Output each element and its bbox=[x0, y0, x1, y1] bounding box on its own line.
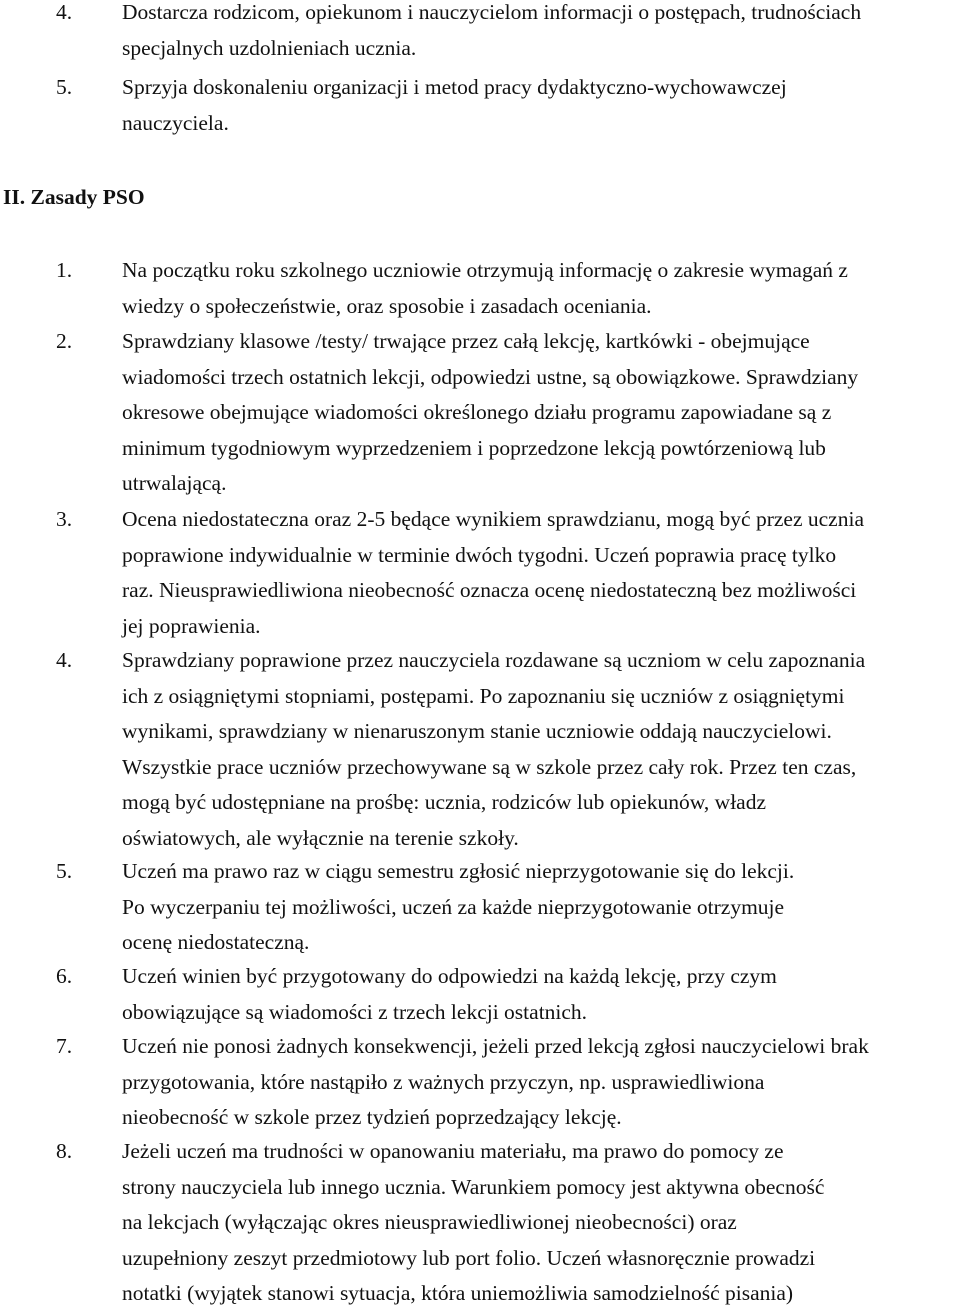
list-item-text: Uczeń nie ponosi żadnych konsekwencji, jeżeli przed lekcją zgłosi nauczycielowi brak przygotowania, które nastąpiło z ważnych przyczyn, np. usprawiedliwiona nieobecność w szkole przez tydzień poprzedzający lekcję. bbox=[122, 1034, 869, 1129]
list-item-number: 5. bbox=[56, 75, 73, 99]
list-item-text: Dostarcza rodzicom, opiekunom i nauczycielom informacji o postępach, trudnościach specjalnych uzdolnieniach ucznia. bbox=[122, 0, 862, 60]
list-item-number: 3. bbox=[56, 507, 73, 531]
list-item-number: 5. bbox=[56, 859, 73, 883]
list-item-text: Uczeń winien być przygotowany do odpowiedzi na każdą lekcję, przy czym obowiązujące są wiadomości z trzech lekcji ostatnich. bbox=[122, 964, 777, 1024]
list-item-text: Na początku roku szkolnego uczniowie otrzymują informację o zakresie wymagań z wiedzy o społeczeństwie, oraz sposobie i zasadach oceniania. bbox=[122, 258, 848, 318]
list-item-text: Sprzyja doskonaleniu organizacji i metod pracy dydaktyczno-wychowawczej nauczyciela. bbox=[122, 75, 787, 135]
list-item-number: 2. bbox=[56, 329, 73, 353]
list-item-number: 4. bbox=[56, 0, 73, 24]
list-item-number: 8. bbox=[56, 1139, 73, 1163]
list-item-text: Sprawdziany poprawione przez nauczyciela rozdawane są uczniom w celu zapoznania ich z osiągniętymi stopniami, postępami. Po zapoznaniu się uczniów z osiągniętymi wynikami, sprawdziany w nienaruszonym stanie uczniowie oddają nauczycielowi. Wszystkie prace uczniów przechowywane są w szkole przez cały rok. Przez ten czas, mogą być udostępniane na prośbę: ucznia, rodziców lub opiekunów, władz oświatowych, ale wyłącznie na terenie szkoły. bbox=[122, 648, 866, 850]
list-item-text: Uczeń ma prawo raz w ciągu semestru zgłosić nieprzygotowanie się do lekcji. Po wyczerpaniu tej możliwości, uczeń za każde nieprzygotowanie otrzymuje ocenę niedostateczną. bbox=[122, 859, 795, 954]
list-item-text: Jeżeli uczeń ma trudności w opanowaniu materiału, ma prawo do pomocy ze strony nauczyciela lub innego ucznia. Warunkiem pomocy jest aktywna obecność na lekcjach (wyłączając okres nieusprawiedliwionej nieobecności) oraz uzupełniony zeszyt przedmiotowy lub port folio. Uczeń własnoręcznie prowadzi notatki (wyjątek stanowi sytuacja, która uniemożliwia samodzielność pisania) bbox=[122, 1139, 825, 1305]
list-item-number: 7. bbox=[56, 1034, 73, 1058]
list-item-text: Sprawdziany klasowe /testy/ trwające przez całą lekcję, kartkówki - obejmujące wiadomości trzech ostatnich lekcji, odpowiedzi ustne, są obowiązkowe. Sprawdziany okresowe obejmujące wiadomości określonego działu programu zapowiadane są z minimum tygodniowym wyprzedzeniem i poprzedzone lekcją powtórzeniową lub utrwalającą. bbox=[122, 329, 859, 495]
list-item-number: 6. bbox=[56, 964, 73, 988]
list-item-number: 4. bbox=[56, 648, 73, 672]
list-item-text: Ocena niedostateczna oraz 2-5 będące wynikiem sprawdzianu, mogą być przez ucznia poprawione indywidualnie w terminie dwóch tygodni. Uczeń poprawia pracę tylko raz. Nieusprawiedliwiona nieobecność oznacza ocenę niedostateczną bez możliwości jej poprawienia. bbox=[122, 507, 864, 638]
section-heading: II. Zasady PSO bbox=[3, 185, 145, 209]
list-item-number: 1. bbox=[56, 258, 73, 282]
